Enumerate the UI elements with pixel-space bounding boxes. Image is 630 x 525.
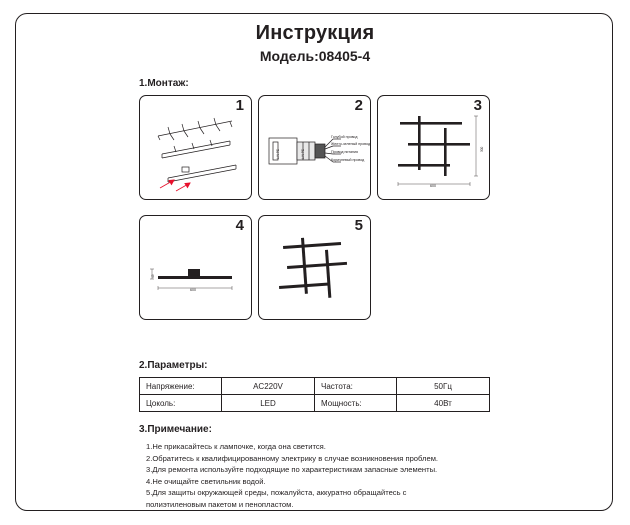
panel-number: 4 <box>235 217 244 234</box>
param-value-frequency: 50Гц <box>397 378 490 395</box>
section-heading-install: 1.Монтаж: <box>139 78 189 89</box>
dimension-height: 300 <box>480 146 484 152</box>
note-line: 2.Обратитесь к квалифицированному электрику в случае возникновения проблем. <box>146 453 439 463</box>
note-line: 4.Не очищайте светильник водой. <box>146 476 266 486</box>
param-value-socket: LED <box>222 395 315 412</box>
assembly-diagram <box>140 96 253 201</box>
terminal-marking-right: L N PE <box>301 149 305 159</box>
param-key-socket: Цоколь: <box>140 395 222 412</box>
wire-label-blue: Голубой провод <box>331 135 358 139</box>
terminal-marking-left: L N PE <box>276 149 280 159</box>
panel-top-view-step <box>377 95 490 200</box>
table-row <box>140 378 490 395</box>
param-value-voltage: AC220V <box>222 378 315 395</box>
panel-number: 1 <box>235 97 244 114</box>
param-key-frequency: Частота: <box>315 378 397 395</box>
notes-list <box>146 441 576 510</box>
section-heading-notes: 3.Примечание: <box>139 424 212 435</box>
wire-label-brown: Коричневый провод <box>331 158 365 162</box>
note-line: 3.Для ремонта используйте подходящие по характеристикам запасные элементы. <box>146 465 438 475</box>
note-line: полиэтиленовым пакетом и пенопластом. <box>146 499 294 509</box>
parameters-table <box>139 377 490 412</box>
note-line: 5.Для защиты окружающей среды, пожалуйста, аккуратно обращайтесь с <box>146 488 407 498</box>
wire-label-yellow-green: Желто-зеленый провод <box>331 142 371 146</box>
section-heading-params: 2.Параметры: <box>139 360 208 371</box>
param-key-voltage: Напряжение: <box>140 378 222 395</box>
wire-label-power: Провод питания <box>331 150 358 154</box>
panel-number: 2 <box>354 97 363 114</box>
note-line: 1.Не прикасайтесь к лампочке, когда она светится. <box>146 442 326 451</box>
param-key-power: Мощность: <box>315 395 397 412</box>
dimension-width: 600 <box>430 184 436 188</box>
panel-side-view-step <box>139 215 252 320</box>
param-value-power: 40Вт <box>397 395 490 412</box>
dimension-width: 600 <box>190 288 196 292</box>
panel-wiring-step <box>258 95 371 200</box>
side-view-diagram <box>140 216 253 321</box>
dimension-height: 45 <box>151 274 155 278</box>
panel-finished-view-step <box>258 215 371 320</box>
panel-number: 3 <box>473 97 482 114</box>
model-number: Модель:08405-4 <box>259 48 371 64</box>
finished-view-diagram <box>259 216 372 321</box>
page-title: Инструкция <box>255 22 375 44</box>
panel-number: 5 <box>354 217 363 234</box>
panel-assembly-step <box>139 95 252 200</box>
table-row <box>140 395 490 412</box>
